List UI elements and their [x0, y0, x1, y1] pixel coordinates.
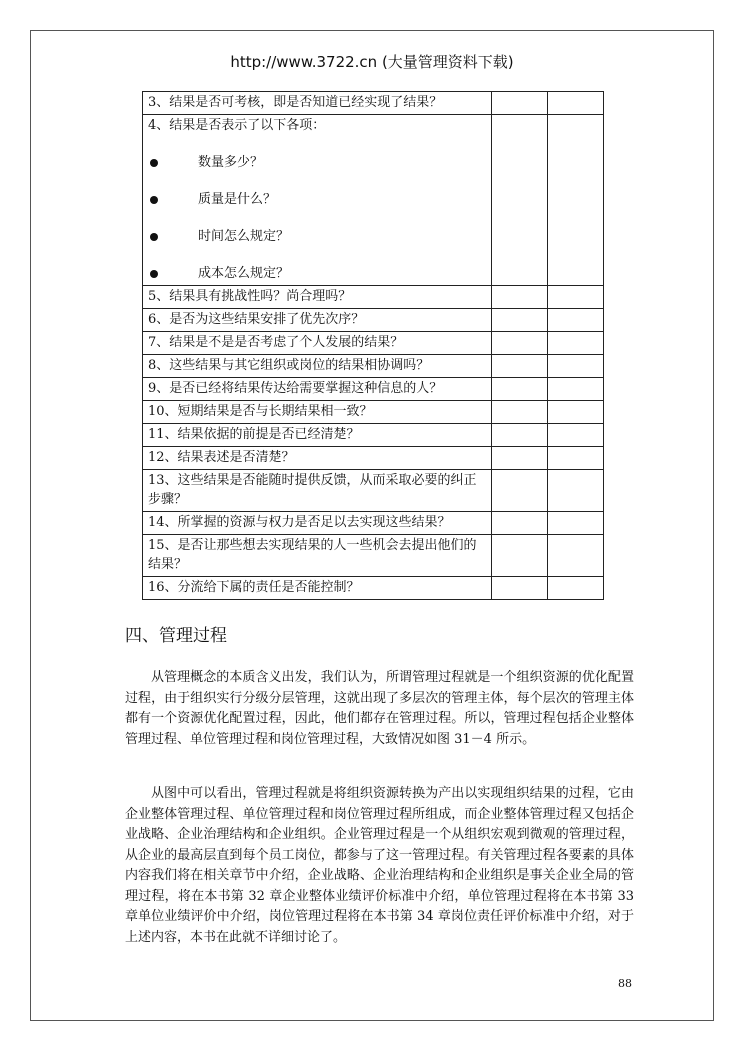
table-row: [143, 424, 604, 447]
table-row: [143, 286, 604, 309]
answer-cell-1: [492, 577, 548, 600]
table-row: [143, 577, 604, 600]
table-row: [143, 115, 604, 286]
question-cell: [143, 115, 492, 286]
table-row: [143, 332, 604, 355]
answer-cell-2: [548, 355, 604, 378]
table-row: [143, 401, 604, 424]
table-row: [143, 447, 604, 470]
table-row: [143, 470, 604, 512]
page-number: 88: [618, 977, 632, 990]
answer-cell-2: [548, 535, 604, 577]
answer-cell-2: [548, 92, 604, 115]
answer-cell-1: [492, 332, 548, 355]
bullet-text: 质量是什么？: [198, 192, 277, 207]
answer-cell-1: [492, 447, 548, 470]
bullet-item: [148, 190, 488, 209]
question-text: 5、结果具有挑战性吗？尚合理吗？: [148, 289, 352, 304]
table-row: [143, 309, 604, 332]
answer-cell-2: [548, 512, 604, 535]
bullet-icon: [150, 196, 158, 204]
question-text: 7、结果是不是是否考虑了个人发展的结果？: [148, 335, 404, 350]
question-text: 13、这些结果是否能随时提供反馈，从而采取必要的纠正步骤？: [148, 473, 477, 507]
answer-cell-2: [548, 286, 604, 309]
table-row: [143, 92, 604, 115]
question-cell: [143, 286, 492, 309]
answer-cell-2: [548, 401, 604, 424]
bullet-item: [148, 227, 488, 246]
question-cell: [143, 92, 492, 115]
answer-cell-2: [548, 447, 604, 470]
question-cell: [143, 378, 492, 401]
answer-cell-1: [492, 535, 548, 577]
answer-cell-2: [548, 424, 604, 447]
table-row: [143, 512, 604, 535]
question-text: 9、是否已经将结果传达给需要掌握这种信息的人？: [148, 381, 443, 396]
checklist-body: [143, 92, 604, 600]
bullet-icon: [150, 159, 158, 167]
answer-cell-2: [548, 577, 604, 600]
answer-cell-1: [492, 92, 548, 115]
question-cell: [143, 309, 492, 332]
bullet-text: 数量多少？: [198, 155, 264, 170]
bullet-text: 成本怎么规定？: [198, 266, 290, 281]
question-text: 3、结果是否可考核，即是否知道已经实现了结果？: [148, 95, 443, 110]
table-row: [143, 378, 604, 401]
question-cell: [143, 332, 492, 355]
question-text: 8、这些结果与其它组织或岗位的结果相协调吗？: [148, 358, 430, 373]
answer-cell-2: [548, 115, 604, 286]
bullet-icon: [150, 233, 158, 241]
question-text: 14、所掌握的资源与权力是否足以去实现这些结果？: [148, 515, 451, 530]
table-row: [143, 535, 604, 577]
question-text: 11、结果依据的前提是否已经清楚？: [148, 427, 360, 442]
answer-cell-1: [492, 424, 548, 447]
bullet-item: [148, 264, 488, 283]
answer-cell-1: [492, 512, 548, 535]
question-text: 6、是否为这些结果安排了优先次序？: [148, 312, 365, 327]
answer-cell-2: [548, 378, 604, 401]
question-cell: [143, 512, 492, 535]
answer-cell-1: [492, 470, 548, 512]
answer-cell-2: [548, 470, 604, 512]
answer-cell-2: [548, 332, 604, 355]
answer-cell-1: [492, 309, 548, 332]
question-text: 12、结果表述是否清楚？: [148, 450, 295, 465]
question-text: 10、短期结果是否与长期结果相一致？: [148, 404, 373, 419]
question-text: 15、是否让那些想去实现结果的人一些机会去提出他们的结果？: [148, 538, 477, 572]
bullet-text: 时间怎么规定？: [198, 229, 290, 244]
answer-cell-1: [492, 355, 548, 378]
question-cell: [143, 401, 492, 424]
question-cell: [143, 447, 492, 470]
paragraph: 从图中可以看出，管理过程就是将组织资源转换为产出以实现组织结果的过程，它由企业整体管理过程、单位管理过程和岗位管理过程所组成，而企业整体管理过程又包括企业战略、企业治理结构和企业组织。企业管理过程是一个从组织宏观到微观的管理过程，从企业的最高层直到每个员工岗位，都参与了这一管理过程。有关管理过程各要素的具体内容我们将在相关章节中介绍，企业战略、企业治理结构和企业组织是事关企业全局的管理过程，将在本书第 32 章企业整体业绩评价标准中介绍，单位管理过程将在本书第 33 章单位业绩评价中介绍，岗位管理过程将在本书第 34 章岗位责任评价标准中介绍，对于上述内容，本书在此就不详细讨论了。: [125, 786, 634, 945]
answer-cell-1: [492, 401, 548, 424]
question-cell: [143, 424, 492, 447]
question-cell: [143, 355, 492, 378]
header-url: http://www.3722.cn (大量管理资料下载): [230, 53, 514, 71]
paragraph: 从管理概念的本质含义出发，我们认为，所谓管理过程就是一个组织资源的优化配置过程，由于组织实行分级分层管理，这就出现了多层次的管理主体，每个层次的管理主体都有一个资源优化配置过程，因此，他们都存在管理过程。所以，管理过程包括企业整体管理过程、单位管理过程和岗位管理过程，大致情况如图 31－4 所示。: [125, 670, 634, 747]
question-cell: [143, 470, 492, 512]
bullet-item: [148, 153, 488, 172]
answer-cell-1: [492, 286, 548, 309]
answer-cell-2: [548, 309, 604, 332]
question-cell: [143, 535, 492, 577]
question-text: 16、分流给下属的责任是否能控制？: [148, 580, 360, 595]
checklist-table: [142, 91, 604, 600]
section-heading: 四、管理过程: [125, 626, 227, 646]
answer-cell-1: [492, 115, 548, 286]
table-row: [143, 355, 604, 378]
question-cell: [143, 577, 492, 600]
question-text: 4、结果是否表示了以下各项：: [148, 118, 326, 133]
bullet-icon: [150, 270, 158, 278]
answer-cell-1: [492, 378, 548, 401]
